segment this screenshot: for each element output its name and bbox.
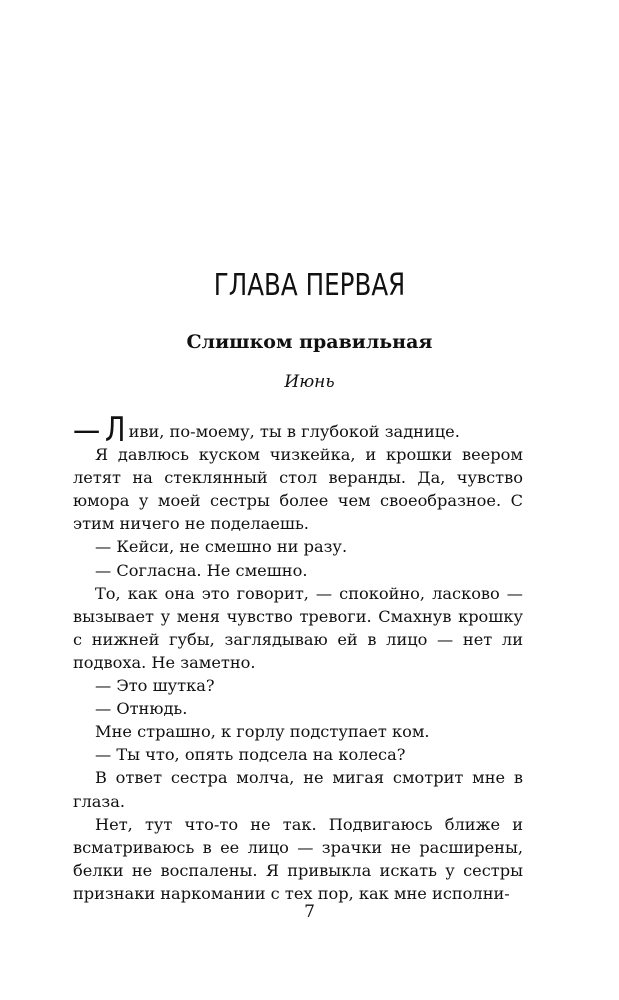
chapter-title: Слишком правильная — [186, 331, 433, 353]
paragraph: — Отнюдь. — [95, 699, 188, 719]
paragraph: В ответ сестра молча, не мигая смотрит мне в глаза. — [73, 768, 523, 811]
paragraph: — Кейси, не смешно ни разу. — [95, 537, 348, 557]
paragraph: — Это шутка? — [95, 676, 215, 696]
paragraph: То, как она это говорит, — спокойно, ласково — вызывает у меня чувство тревоги. Смахнув крошку с нижней губы, заглядываю ей в лицо — нет ли подвоха. Не заметно. — [73, 583, 523, 672]
first-line-text: иви, по-моему, ты в глубокой заднице. — [128, 422, 460, 441]
chapter-subtitle: Июнь — [284, 372, 335, 392]
first-paragraph — [73, 410, 523, 450]
paragraph: — Ты что, опять подсела на колеса? — [95, 745, 406, 765]
paragraph: Я давлюсь куском чизкейка, и крошки веером летят на стеклянный стол веранды. Да, чувство юмора у моей сестры более чем своеобразное. С этим ничего не поделаешь. — [73, 445, 523, 534]
body-text — [73, 410, 523, 905]
paragraph: Нет, тут что-то не так. Подвигаюсь ближе и всматриваюсь в ее лицо — зрачки не расширены, белки не воспалены. Я привыкла искать у сестры признаки наркомании с тех пор, как мне исполни- — [73, 814, 523, 903]
dropcap-dash: — — [73, 410, 101, 450]
page-number: 7 — [304, 902, 315, 922]
paragraph: Мне страшно, к горлу подступает ком. — [95, 722, 430, 742]
dropcap-letter: Л — [105, 410, 126, 450]
chapter-heading: ГЛАВА ПЕРВАЯ — [213, 268, 406, 303]
paragraph: — Согласна. Не смешно. — [95, 560, 308, 580]
